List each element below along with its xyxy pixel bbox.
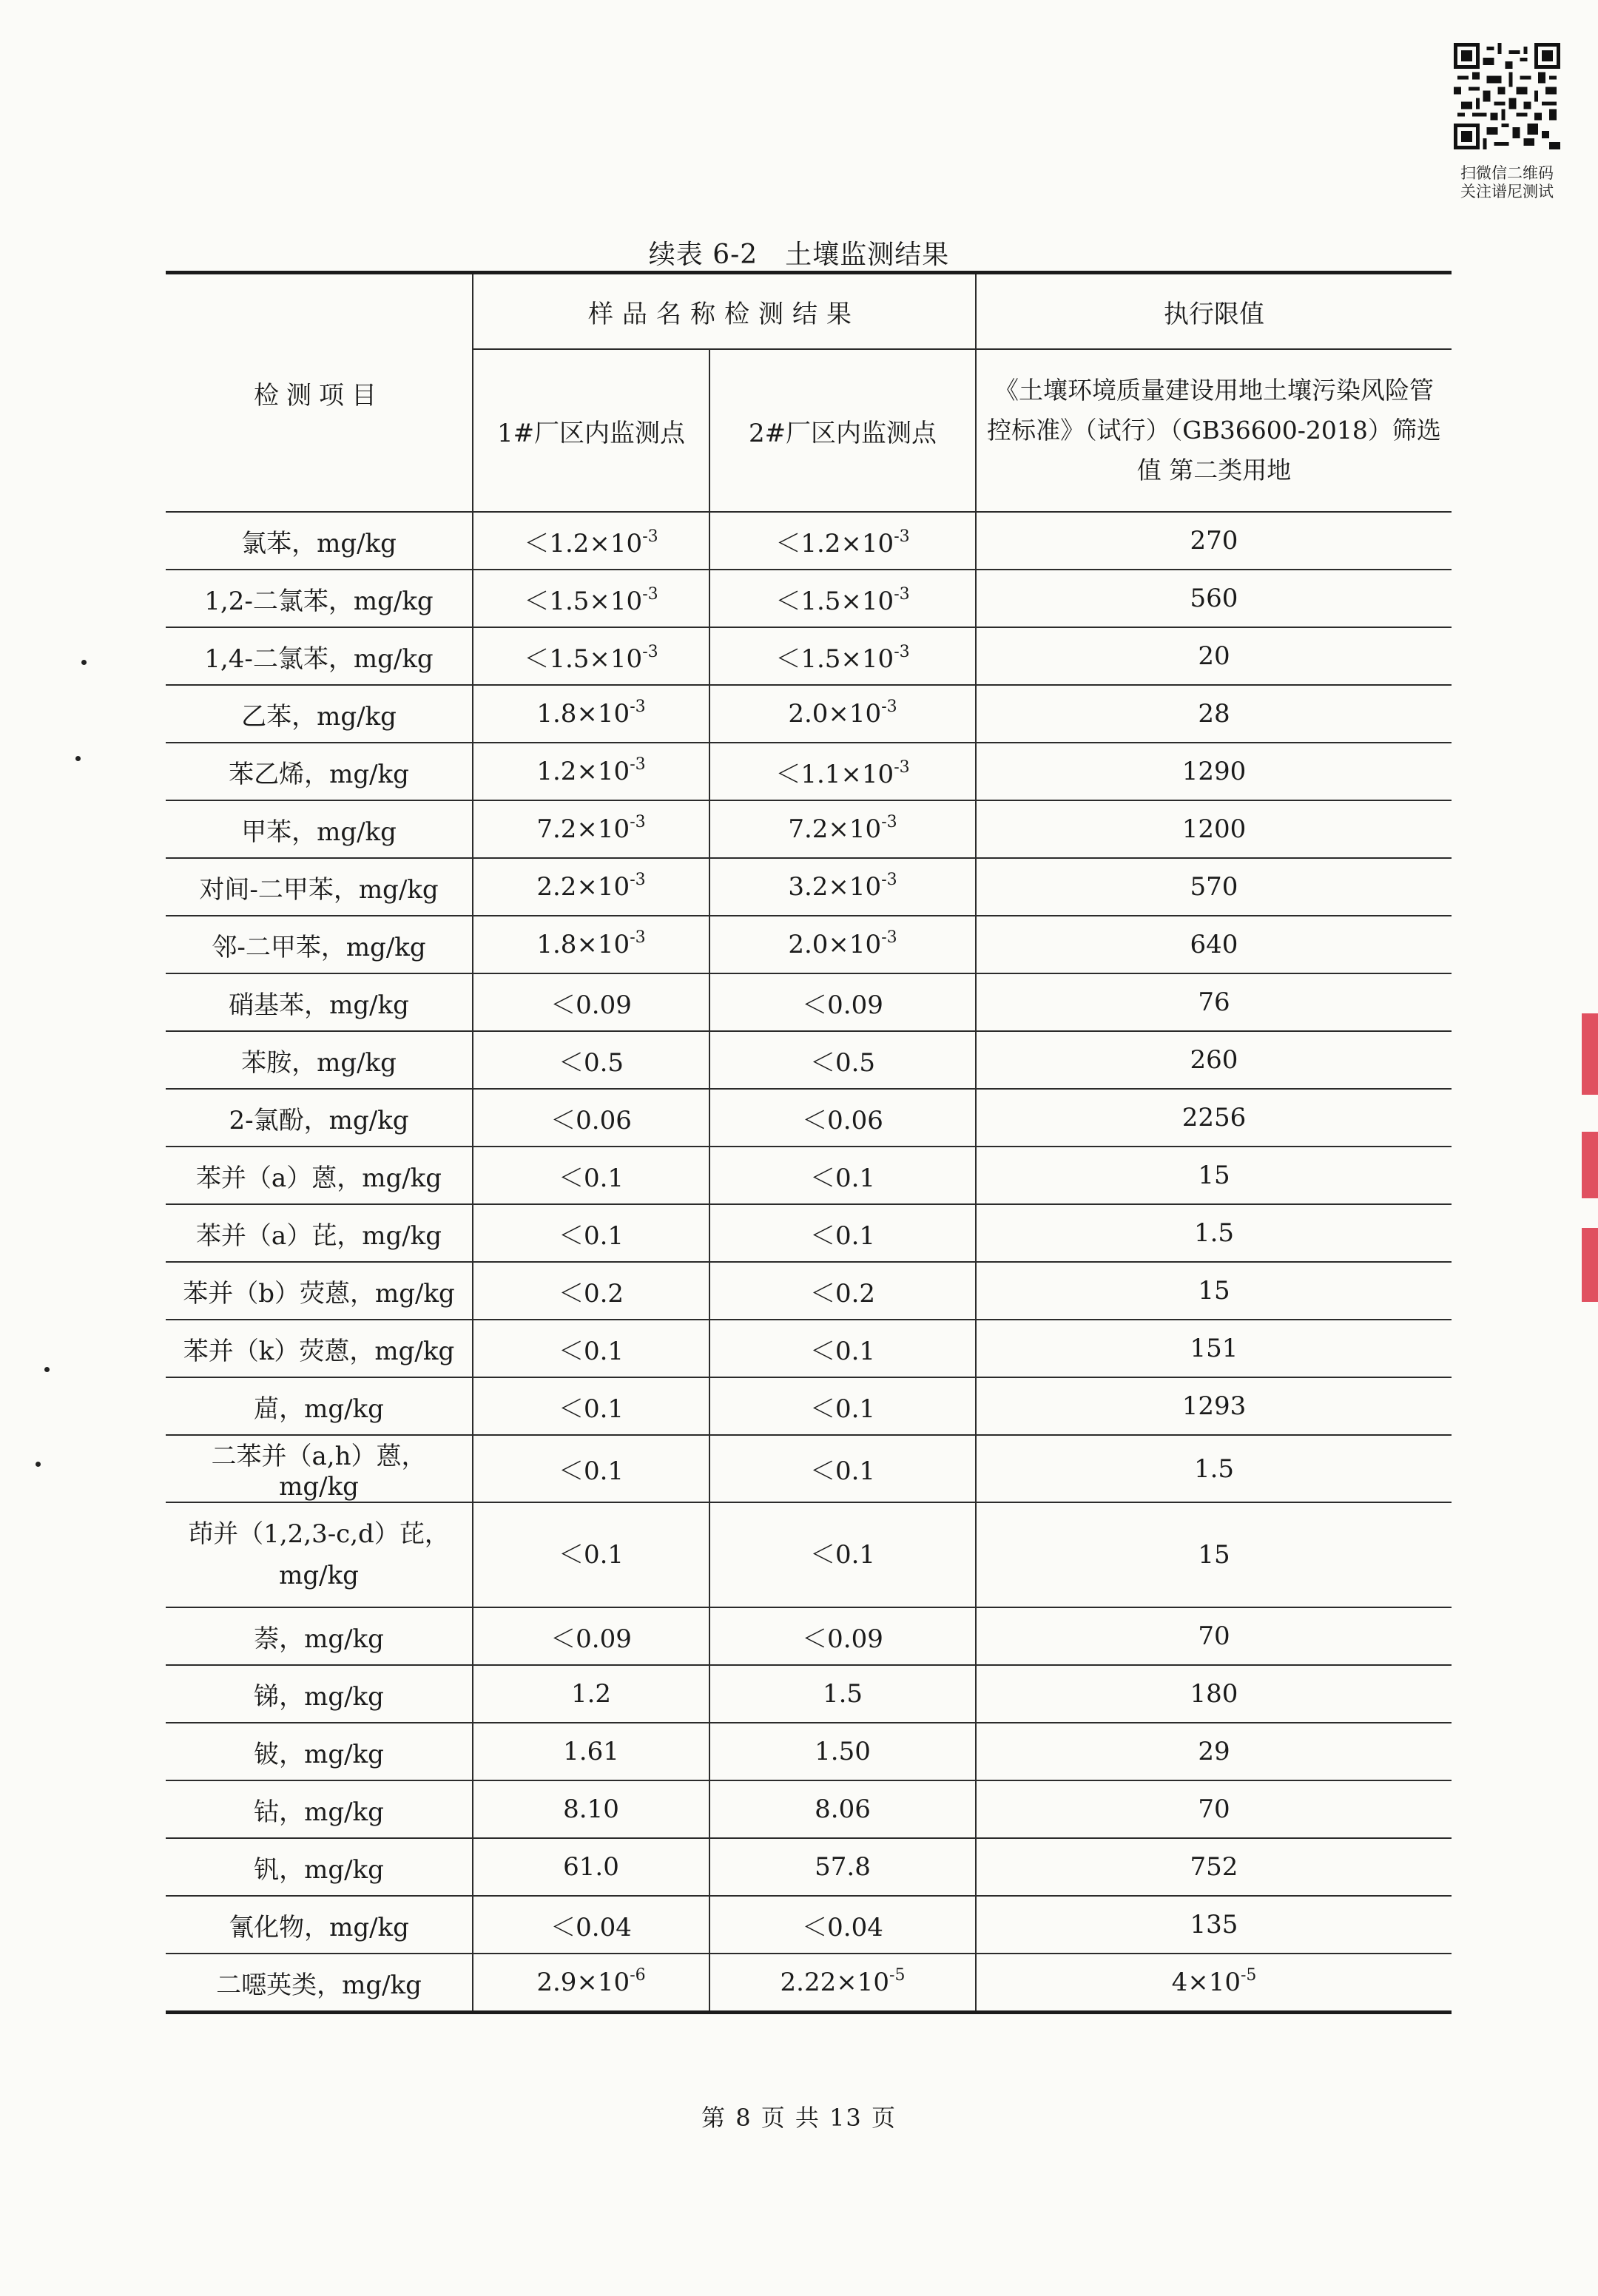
cell-point1: [473, 743, 709, 800]
cell-point1: [473, 1089, 709, 1147]
cell-limit-value: 570: [1190, 872, 1238, 902]
cell-item: [166, 627, 473, 685]
header-point2: 2#厂区内监测点: [709, 349, 976, 512]
cell-item-value: 苯乙烯，mg/kg: [229, 759, 409, 789]
cell-limit-value: 1.5: [1193, 1453, 1235, 1484]
cell-limit: [976, 627, 1452, 685]
cell-point1: [473, 800, 709, 858]
cell-item: [166, 1089, 473, 1147]
cell-point2-value: ＜1.5×10: [775, 644, 894, 674]
cell-item-value: 苯并（b）荧蒽，mg/kg: [183, 1278, 455, 1309]
cell-point1: [473, 1435, 709, 1502]
cell-item-value: 苯并（a）芘，mg/kg: [195, 1220, 442, 1251]
cell-item-value: 苯并（a）蒽，mg/kg: [195, 1163, 442, 1193]
cell-limit-value: 560: [1190, 584, 1238, 613]
cell-point2: [709, 800, 976, 858]
table-row: [166, 858, 1452, 916]
cell-point1: [473, 973, 709, 1031]
cell-limit: [976, 973, 1452, 1031]
cell-limit-value: 20: [1198, 641, 1230, 671]
cell-point2-value: ＜0.09: [802, 1624, 883, 1654]
cell-point2-value: 7.2×10: [788, 814, 882, 844]
cell-point1-value: ＜0.5: [558, 1047, 624, 1078]
cell-point1: [473, 1377, 709, 1435]
qr-caption-line2: 关注谱尼测试: [1460, 183, 1554, 200]
cell-point2-value: ＜0.1: [809, 1220, 876, 1251]
cell-limit: [976, 1838, 1452, 1896]
table-row: [166, 800, 1452, 858]
cell-item: [166, 570, 473, 627]
cell-item-value: 萘，mg/kg: [254, 1624, 384, 1654]
cell-item-value: 乙苯，mg/kg: [241, 701, 397, 732]
cell-point2-value: ＜0.1: [809, 1336, 876, 1366]
header-limit: 执行限值: [976, 273, 1452, 350]
cell-item-value: 钒，mg/kg: [254, 1854, 384, 1885]
cell-limit-value: 15: [1198, 1276, 1230, 1306]
qr-code-icon: [1454, 43, 1560, 149]
cell-point1: [473, 1665, 709, 1723]
cell-point2: [709, 1204, 976, 1262]
cell-point1-exponent: -3: [642, 527, 658, 546]
cell-point2: [709, 1502, 976, 1607]
table-body: [166, 512, 1452, 2013]
cell-point2-exponent: -3: [881, 698, 897, 716]
cell-point1: [473, 627, 709, 685]
cell-limit: [976, 800, 1452, 858]
cell-point1: [473, 1320, 709, 1377]
cell-point2: [709, 743, 976, 800]
table-title: 续表 6-2 土壤监测结果: [648, 240, 950, 270]
cell-point2-value: 2.0×10: [788, 699, 882, 729]
cell-point2: [709, 1320, 976, 1377]
cell-limit-value: 15: [1198, 1161, 1230, 1190]
cell-point1-value: ＜0.1: [558, 1540, 624, 1570]
cell-limit-value: 1293: [1181, 1391, 1247, 1421]
cell-point2: [709, 1838, 976, 1896]
cell-point1-value: ＜0.1: [558, 1456, 624, 1486]
qr-caption: [1452, 164, 1562, 201]
results-table-container: [166, 271, 1452, 2014]
cell-item: [166, 1204, 473, 1262]
cell-point2-value: 1.5: [822, 1679, 863, 1709]
cell-point1-exponent: -3: [630, 698, 646, 716]
cell-limit-value: 180: [1190, 1679, 1238, 1709]
cell-point2-value: ＜0.04: [802, 1912, 883, 1942]
cell-limit-value: 270: [1190, 526, 1238, 556]
cell-point2-value: ＜0.09: [802, 990, 883, 1020]
cell-item: [166, 1262, 473, 1320]
cell-point2-value: 1.50: [815, 1737, 871, 1766]
cell-limit: [976, 1320, 1452, 1377]
table-row: [166, 1089, 1452, 1147]
cell-point1-value: 1.2: [570, 1679, 612, 1709]
cell-point1: [473, 1147, 709, 1204]
cell-point2: [709, 1377, 976, 1435]
cell-point2: [709, 1089, 976, 1147]
cell-point2: [709, 1262, 976, 1320]
table-row: [166, 1838, 1452, 1896]
table-row: [166, 570, 1452, 627]
cell-limit: [976, 1723, 1452, 1780]
table-row: [166, 1147, 1452, 1204]
cell-item-value: 茚并（1,2,3-c,d）芘，mg/kg: [188, 1519, 450, 1590]
cell-point1-value: ＜0.2: [558, 1278, 624, 1309]
cell-point1-value: ＜0.1: [558, 1394, 624, 1424]
cell-point1-exponent: -6: [630, 1966, 646, 1985]
cell-limit-value: 260: [1190, 1045, 1238, 1075]
cell-limit: [976, 1204, 1452, 1262]
table-row: [166, 1204, 1452, 1262]
cell-point2: [709, 973, 976, 1031]
cell-item-value: 铍，mg/kg: [254, 1739, 384, 1769]
cell-point2: [709, 1607, 976, 1665]
cell-point1-value: 1.61: [563, 1737, 619, 1766]
cell-point1: [473, 570, 709, 627]
table-row: [166, 1954, 1452, 2013]
cell-point1: [473, 1838, 709, 1896]
table-row: [166, 1665, 1452, 1723]
cell-point2-exponent: -3: [894, 642, 910, 661]
cell-item: [166, 512, 473, 570]
cell-item-value: 1,2-二氯苯，mg/kg: [204, 586, 434, 616]
cell-point1-value: ＜1.5×10: [524, 644, 643, 674]
cell-point1-value: 2.9×10: [536, 1968, 630, 1997]
seal-edge-mark: [1582, 1013, 1598, 1095]
cell-limit-value: 2256: [1181, 1103, 1247, 1132]
cell-item: [166, 1502, 473, 1607]
cell-point2: [709, 1780, 976, 1838]
table-row: [166, 512, 1452, 570]
cell-limit-value: 29: [1198, 1737, 1230, 1766]
cell-point2: [709, 1665, 976, 1723]
table-row: [166, 916, 1452, 973]
cell-item: [166, 858, 473, 916]
header-item: 检测项目: [166, 273, 473, 513]
cell-limit: [976, 512, 1452, 570]
cell-item-value: 二苯并（a,h）蒽，mg/kg: [211, 1442, 427, 1502]
cell-point2: [709, 1954, 976, 2013]
cell-limit-value: 28: [1198, 699, 1230, 729]
cell-item: [166, 1896, 473, 1954]
cell-point2: [709, 1147, 976, 1204]
table-row: [166, 1320, 1452, 1377]
cell-limit-exponent: -5: [1240, 1966, 1257, 1985]
cell-point1: [473, 1780, 709, 1838]
cell-limit: [976, 685, 1452, 743]
cell-point2: [709, 916, 976, 973]
cell-point1: [473, 685, 709, 743]
header-standard: 《土壤环境质量建设用地土壤污染风险管控标准》（试行）（GB36600-2018）筛选值 第二类用地: [976, 349, 1452, 512]
cell-limit: [976, 1377, 1452, 1435]
cell-item: [166, 1031, 473, 1089]
cell-limit: [976, 1780, 1452, 1838]
cell-point1-exponent: -3: [642, 642, 658, 661]
cell-point1: [473, 916, 709, 973]
cell-limit: [976, 1089, 1452, 1147]
header-point1: 1#厂区内监测点: [473, 349, 709, 512]
cell-limit-value: 15: [1198, 1540, 1230, 1570]
cell-point1: [473, 1896, 709, 1954]
cell-point2-value: ＜0.1: [809, 1394, 876, 1424]
cell-point1: [473, 1262, 709, 1320]
cell-item: [166, 1435, 473, 1502]
cell-limit-value: 1.5: [1193, 1218, 1235, 1248]
cell-item-value: 硝基苯，mg/kg: [229, 990, 409, 1020]
cell-item: [166, 1954, 473, 2013]
cell-point2-value: ＜0.06: [802, 1105, 883, 1135]
cell-item: [166, 1147, 473, 1204]
cell-limit: [976, 1435, 1452, 1502]
cell-item-value: 2-氯酚，mg/kg: [229, 1105, 409, 1135]
cell-point1-value: 1.8×10: [536, 699, 630, 729]
cell-limit-value: 70: [1198, 1794, 1230, 1824]
cell-point1-exponent: -3: [630, 755, 646, 774]
cell-item: [166, 1780, 473, 1838]
cell-point2-value: ＜1.1×10: [775, 759, 894, 789]
cell-limit: [976, 1896, 1452, 1954]
cell-point1-value: 1.8×10: [536, 930, 630, 959]
cell-point2-value: 57.8: [815, 1852, 871, 1882]
cell-point1: [473, 1954, 709, 2013]
cell-item: [166, 1665, 473, 1723]
cell-limit: [976, 1502, 1452, 1607]
cell-item-value: 䓛，mg/kg: [254, 1394, 384, 1424]
cell-point1: [473, 1502, 709, 1607]
cell-limit: [976, 743, 1452, 800]
cell-point2-exponent: -3: [894, 757, 910, 777]
scan-dot: [81, 660, 87, 665]
cell-item: [166, 1377, 473, 1435]
table-row: [166, 1896, 1452, 1954]
cell-item-value: 二噁英类，mg/kg: [216, 1970, 422, 2000]
cell-item: [166, 916, 473, 973]
cell-limit-value: 135: [1190, 1910, 1238, 1939]
cell-point2-exponent: -3: [894, 584, 910, 604]
scan-dot: [44, 1367, 50, 1372]
cell-limit-value: 752: [1190, 1852, 1238, 1882]
cell-item-value: 对间-二甲苯，mg/kg: [199, 874, 439, 905]
cell-item-value: 1,4-二氯苯，mg/kg: [204, 644, 434, 674]
cell-limit: [976, 916, 1452, 973]
cell-limit: [976, 570, 1452, 627]
cell-point2-value: ＜1.5×10: [775, 586, 894, 616]
cell-point1-value: ＜0.04: [550, 1912, 632, 1942]
cell-item-value: 钴，mg/kg: [254, 1797, 384, 1827]
cell-limit: [976, 1607, 1452, 1665]
cell-point1: [473, 858, 709, 916]
cell-point1-value: 8.10: [563, 1794, 619, 1824]
page-number: 第 8 页 共 13 页: [701, 2104, 897, 2132]
cell-item: [166, 1320, 473, 1377]
seal-edge-mark: [1582, 1132, 1598, 1198]
table-row: [166, 1031, 1452, 1089]
cell-limit: [976, 1262, 1452, 1320]
cell-limit: [976, 1147, 1452, 1204]
scan-dot: [36, 1462, 41, 1467]
cell-limit: [976, 1031, 1452, 1089]
cell-item-value: 氰化物，mg/kg: [229, 1912, 409, 1942]
table-row: [166, 1262, 1452, 1320]
cell-limit-value: 1200: [1181, 814, 1247, 844]
table-row: [166, 1502, 1452, 1607]
cell-point1-value: ＜0.09: [550, 990, 632, 1020]
cell-item-value: 苯胺，mg/kg: [241, 1047, 397, 1078]
cell-point2: [709, 685, 976, 743]
cell-point2: [709, 627, 976, 685]
cell-point1: [473, 512, 709, 570]
cell-limit-value: 70: [1198, 1621, 1230, 1651]
cell-item: [166, 743, 473, 800]
cell-point1-value: ＜0.09: [550, 1624, 632, 1654]
cell-item: [166, 1607, 473, 1665]
cell-point2: [709, 1723, 976, 1780]
cell-point2-value: ＜0.2: [809, 1278, 876, 1309]
cell-point1-value: 7.2×10: [536, 814, 630, 844]
cell-point2-exponent: -3: [881, 928, 897, 947]
cell-limit-value: 640: [1190, 930, 1238, 959]
cell-limit-value: 76: [1198, 987, 1230, 1017]
cell-point2-value: ＜0.1: [809, 1456, 876, 1486]
cell-point2: [709, 1031, 976, 1089]
cell-point2: [709, 1896, 976, 1954]
cell-point1-value: ＜1.2×10: [524, 528, 643, 558]
cell-item-value: 甲苯，mg/kg: [241, 817, 397, 847]
cell-limit: [976, 858, 1452, 916]
table-row: [166, 1435, 1452, 1502]
cell-point2-value: 8.06: [815, 1794, 871, 1824]
seal-edge-mark: [1582, 1228, 1598, 1302]
cell-point2-value: 2.0×10: [788, 930, 882, 959]
cell-item: [166, 685, 473, 743]
cell-point1-exponent: -3: [630, 813, 646, 831]
cell-point1-value: ＜1.5×10: [524, 586, 643, 616]
cell-item-value: 苯并（k）荧蒽，mg/kg: [183, 1336, 455, 1366]
cell-point1-value: ＜0.1: [558, 1220, 624, 1251]
cell-limit-value: 151: [1190, 1334, 1238, 1363]
cell-item: [166, 973, 473, 1031]
cell-point2-exponent: -3: [881, 871, 897, 889]
cell-point2: [709, 512, 976, 570]
table-row: [166, 1780, 1452, 1838]
table-row: [166, 1607, 1452, 1665]
cell-point1-value: ＜0.06: [550, 1105, 632, 1135]
table-row: [166, 973, 1452, 1031]
table-row: [166, 627, 1452, 685]
cell-point2: [709, 570, 976, 627]
cell-item: [166, 1723, 473, 1780]
cell-point1-value: 2.2×10: [536, 872, 630, 902]
table-row: [166, 743, 1452, 800]
cell-point1-value: 61.0: [563, 1852, 619, 1882]
cell-item-value: 锑，mg/kg: [254, 1681, 384, 1712]
qr-code-block: [1452, 43, 1562, 201]
header-sample-group: 样品名称检测结果: [473, 273, 976, 350]
cell-limit: [976, 1665, 1452, 1723]
scan-dot: [75, 756, 81, 761]
cell-limit-value: 1290: [1181, 757, 1247, 786]
cell-point1: [473, 1204, 709, 1262]
cell-point2-value: ＜0.5: [809, 1047, 876, 1078]
cell-point1: [473, 1723, 709, 1780]
cell-point2-value: ＜1.2×10: [775, 528, 894, 558]
cell-point1: [473, 1607, 709, 1665]
cell-point2-exponent: -3: [894, 527, 910, 546]
cell-point2-value: 3.2×10: [788, 872, 882, 902]
cell-point2: [709, 1435, 976, 1502]
table-row: [166, 1377, 1452, 1435]
cell-point2-exponent: -5: [889, 1966, 906, 1985]
cell-point2-value: 2.22×10: [780, 1968, 890, 1997]
table-row: [166, 685, 1452, 743]
cell-point1-value: ＜0.1: [558, 1163, 624, 1193]
soil-results-table: [166, 271, 1452, 2014]
cell-item-value: 邻-二甲苯，mg/kg: [212, 932, 426, 962]
cell-point1: [473, 1031, 709, 1089]
cell-point1-exponent: -3: [630, 871, 646, 889]
cell-point2: [709, 858, 976, 916]
cell-limit: [976, 1954, 1452, 2013]
cell-point2-value: ＜0.1: [809, 1540, 876, 1570]
cell-item: [166, 800, 473, 858]
cell-point2-exponent: -3: [881, 813, 897, 831]
cell-point2-value: ＜0.1: [809, 1163, 876, 1193]
cell-point1-exponent: -3: [630, 928, 646, 947]
cell-item: [166, 1838, 473, 1896]
cell-point1-value: ＜0.1: [558, 1336, 624, 1366]
cell-limit-value: 4×10: [1171, 1968, 1241, 1997]
cell-point1-exponent: -3: [642, 584, 658, 604]
cell-item-value: 氯苯，mg/kg: [241, 528, 397, 558]
cell-point1-value: 1.2×10: [536, 757, 630, 786]
qr-caption-line1: 扫微信二维码: [1460, 164, 1554, 182]
table-row: [166, 1723, 1452, 1780]
